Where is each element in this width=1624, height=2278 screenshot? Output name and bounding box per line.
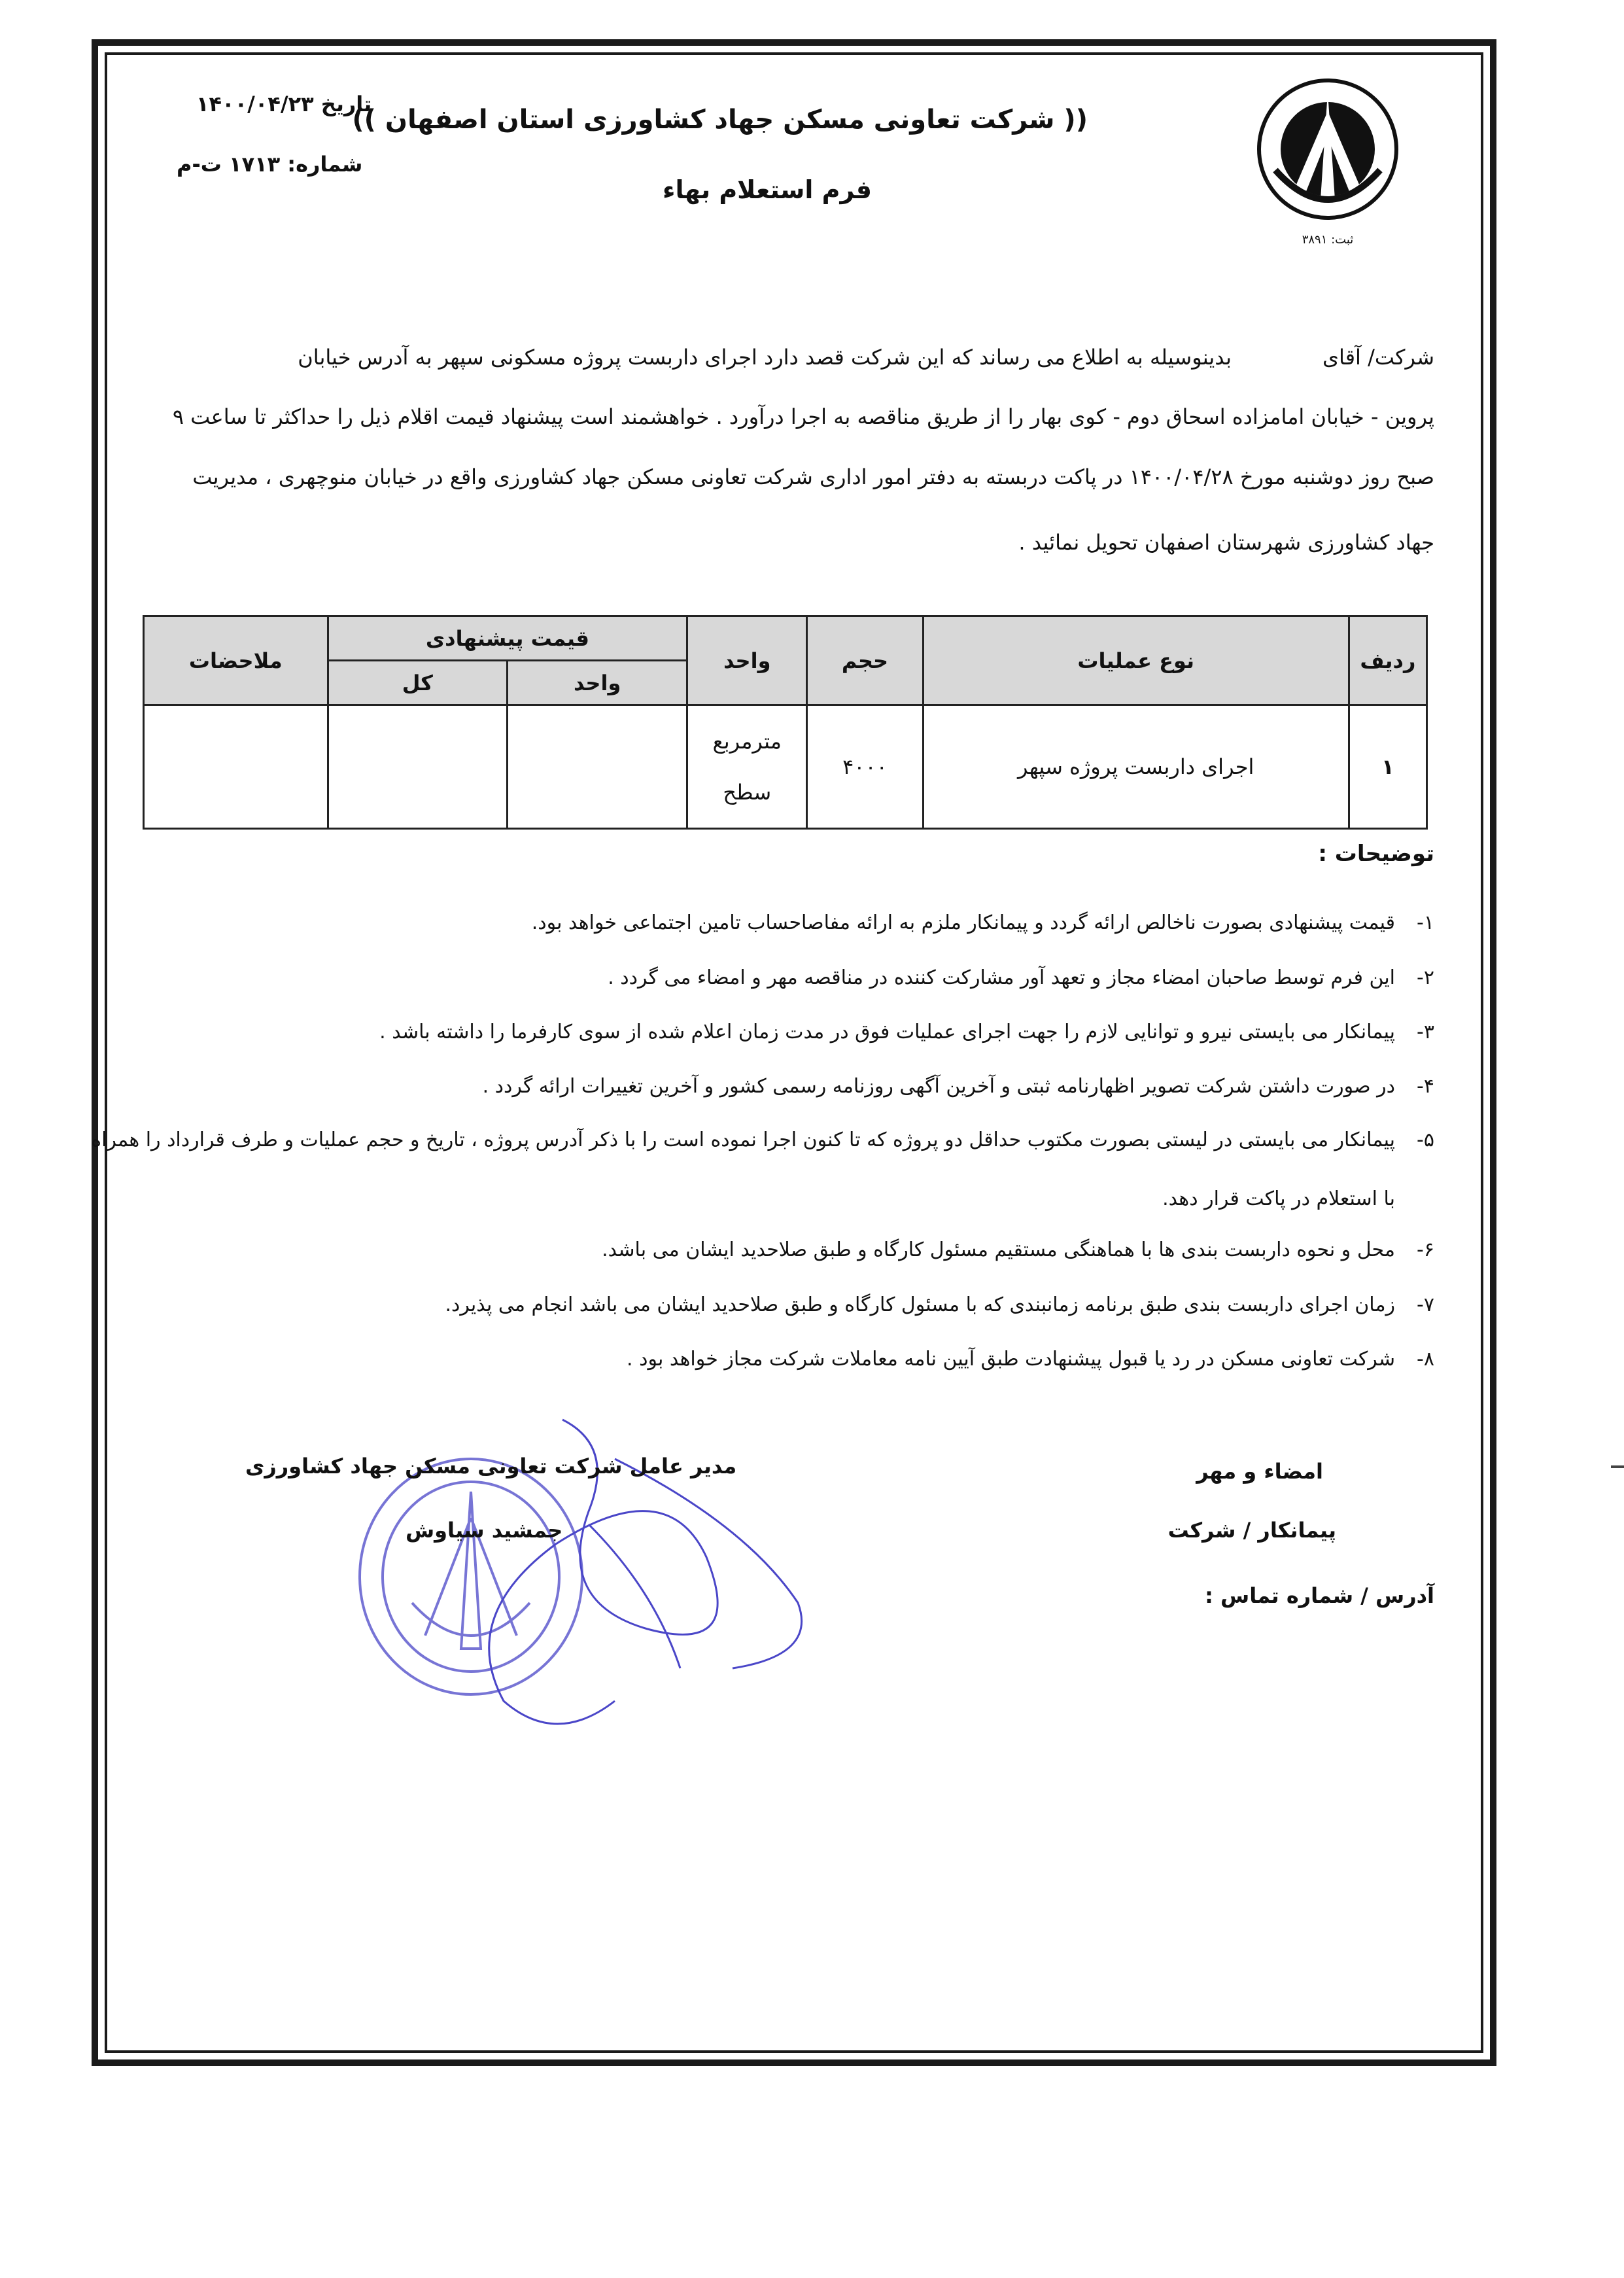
note-item xyxy=(608,966,1434,989)
cell-unit-line-2: سطح xyxy=(723,780,772,805)
note-text: پیمانکار می بایستی نیرو و توانایی لازم را جهت اجرای عملیات فوق در مدت زمان اعلام شده از سوی کارفرما را داشته باشد . xyxy=(379,1021,1395,1043)
sign-and-stamp-label: امضاء و مهر xyxy=(1196,1459,1323,1484)
cell-remarks xyxy=(144,705,328,829)
letter-line-2: پروین - خیابان امامزاده اسحاق دوم - کوی بهار را از طریق مناقصه به اجرا درآورد . خواهشمند است پیشنهاد قیمت اقلام ذیل را حداکثر تا ساعت ۹ xyxy=(172,404,1434,429)
note-text: محل و نحوه داربست بندی ها با هماهنگی مستقیم مسئول کارگاه و طبق صلاحدید ایشان می باشد. xyxy=(602,1238,1395,1261)
col-remarks-header: ملاحضات xyxy=(144,616,328,705)
letter-date: تاریخ ۱۴۰۰/۰۴/۲۳ xyxy=(196,92,372,116)
note-text: پیمانکار می بایستی در لیستی بصورت مکتوب حداقل دو پروژه که تا کنون اجرا نموده است را با ذکر آدرس پروژه ، تاریخ و حجم عملیات و طرف قرارداد را همراه xyxy=(91,1129,1395,1151)
official-stamp xyxy=(340,1393,876,1760)
note-text: زمان اجرای داربست بندی طبق برنامه زمانبندی که با مسئول کارگاه و طبق صلاحدید ایشان می باشد انجام می پذیرد. xyxy=(445,1293,1395,1316)
note-number: ۳- xyxy=(1417,1021,1434,1043)
note-item xyxy=(483,1075,1434,1098)
cooperative-logo-icon xyxy=(1249,72,1406,249)
operations-table xyxy=(143,615,1428,830)
note-number: ۸- xyxy=(1417,1348,1434,1371)
cell-volume: ۴۰۰۰ xyxy=(807,705,923,829)
letter-number: شماره: ۱۷۱۳ ت-م xyxy=(177,152,363,177)
col-operation-header: نوع عملیات xyxy=(923,616,1349,705)
note-number: ۵- xyxy=(1417,1129,1434,1151)
note-text: در صورت داشتن شرکت تصویر اظهارنامه ثبتی و آخرین آگهی روزنامه رسمی کشور و آخرین تغییرات ارائه گردد . xyxy=(482,1075,1395,1098)
manager-title: مدیر عامل شرکت تعاونی مسکن جهاد کشاورزی xyxy=(245,1454,737,1479)
note-item xyxy=(532,911,1434,934)
col-proposed-price-header: قیمت پیشنهادی xyxy=(328,616,687,661)
note-number: ۱- xyxy=(1417,911,1434,934)
note-text: با استعلام در پاکت قرار دهد. xyxy=(1162,1187,1395,1210)
note-item xyxy=(445,1293,1434,1316)
note-item xyxy=(602,1238,1434,1261)
cell-unit xyxy=(687,705,807,829)
col-unit-header: واحد xyxy=(687,616,807,705)
company-title: (( شرکت تعاونی مسکن جهاد کشاورزی استان اصفهان )) xyxy=(352,105,1088,135)
cell-price-unit xyxy=(508,705,687,829)
cell-operation: اجرای داربست پروژه سپهر xyxy=(923,705,1349,829)
note-item-continuation xyxy=(1162,1187,1434,1210)
manager-name: جمشید سیاوش xyxy=(406,1518,563,1543)
notes-title: توضیحات : xyxy=(1318,841,1434,867)
address-phone-label: آدرس / شماره تماس : xyxy=(1205,1583,1434,1608)
salutation: شرکت/ آقای xyxy=(1322,345,1434,370)
note-item xyxy=(627,1348,1434,1371)
cell-row: ۱ xyxy=(1349,705,1426,829)
col-price-total-header: کل xyxy=(328,661,508,705)
letter-line-1: بدینوسیله به اطلاع می رساند که این شرکت قصد دارد اجرای داربست پروژه مسکونی سپهر به آدرس خیابان xyxy=(298,345,1232,370)
table-row xyxy=(144,705,1427,829)
svg-text:ثبت: ۳۸۹۱: ثبت: ۳۸۹۱ xyxy=(1302,233,1354,247)
col-row-header: ردیف xyxy=(1349,616,1426,705)
cell-price-total xyxy=(328,705,508,829)
contractor-label: پیمانکار / شرکت xyxy=(1167,1518,1336,1543)
note-item xyxy=(91,1129,1434,1151)
note-text: قیمت پیشنهادی بصورت ناخالص ارائه گردد و پیمانکار ملزم به ارائه مفاصاحساب تامین اجتماعی خواهد بود. xyxy=(531,911,1395,934)
note-text: این فرم توسط صاحبان امضاء مجاز و تعهد آور مشارکت کننده در مناقصه مهر و امضاء می گردد . xyxy=(608,966,1395,989)
letter-line-3: صبح روز دوشنبه مورخ ۱۴۰۰/۰۴/۲۸ در پاکت دربسته به دفتر امور اداری شرکت تعاونی مسکن جهاد کشاورزی واقع در خیابان منوچهری ، مدیریت xyxy=(192,464,1434,489)
note-number: ۲- xyxy=(1417,966,1434,989)
note-number: ۷- xyxy=(1417,1293,1434,1316)
note-number: ۴- xyxy=(1417,1075,1434,1098)
letter-line-4: جهاد کشاورزی شهرستان اصفهان تحویل نمائید . xyxy=(1018,530,1434,555)
form-title: فرم استعلام بهاء xyxy=(663,175,872,204)
note-number: ۶- xyxy=(1417,1238,1434,1261)
note-item xyxy=(379,1021,1434,1043)
margin-mark xyxy=(1611,1465,1624,1468)
cell-unit-line-1: مترمربع xyxy=(712,729,782,754)
col-volume-header: حجم xyxy=(807,616,923,705)
col-price-unit-header: واحد xyxy=(508,661,687,705)
note-text: شرکت تعاونی مسکن در رد یا قبول پیشنهادت طبق آیین نامه معاملات شرکت مجاز خواهد بود . xyxy=(627,1348,1395,1371)
